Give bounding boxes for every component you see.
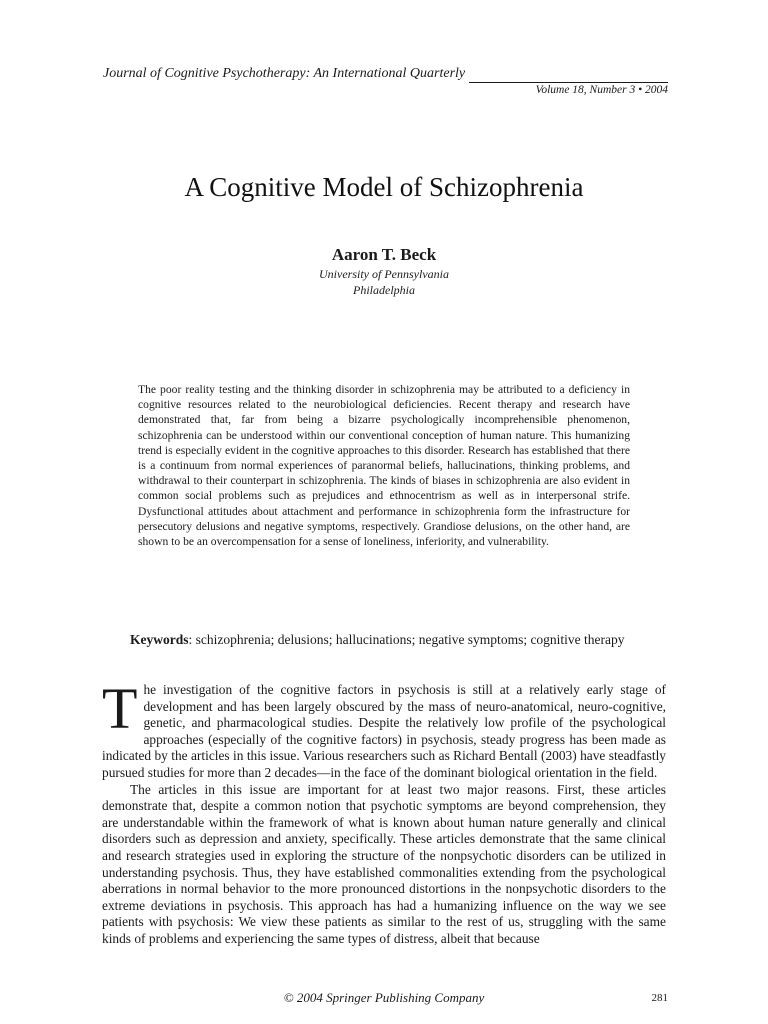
affiliation-city: Philadelphia (353, 283, 415, 297)
drop-cap: T (102, 676, 138, 741)
journal-name: Journal of Cognitive Psychotherapy: An International Quarterly (103, 66, 466, 81)
journal-volume: Volume 18, Number 3 • 2004 (535, 84, 668, 96)
body-paragraph-1 (102, 676, 666, 782)
journal-title-line (103, 65, 668, 83)
abstract: The poor reality testing and the thinking disorder in schizophrenia may be attributed to a deficiency in cognitive resources related to the neurobiological deficiencies. Recent therapy and research have demonstrated that, far from being a bizarre psychologically incomprehensible phenomenon, schizophrenia can be understood within our conventional conception of human nature. This humanizing trend is especially evident in the cognitive approaches to this disorder. Research has established that there is a continuum from normal experiences of paranormal beliefs, hallucinations, thinking problems, and withdrawal to their counterpart in schizophrenia. The kinds of biases in schizophrenia are also evident in common social problems such as prejudices and ethnocentrism as well as in interpersonal strife. Dysfunctional attitudes about attachment and performance in schizophrenia form the infrastructure for persecutory delusions and negative symptoms, respectively. Grandiose delusions, on the other hand, are shown to be an overcompensation for a sense of loneliness, inferiority, and vulnerability. (138, 383, 630, 549)
author-block (0, 244, 768, 298)
keywords (130, 631, 638, 648)
keywords-label: Keywords (130, 632, 189, 647)
author-name: Aaron T. Beck (331, 245, 437, 264)
header-rule (469, 68, 668, 83)
body-paragraph-2: The articles in this issue are important for at least two major reasons. First, these articles demonstrate that, despite a common notion that psychotic symptoms are beyond comprehension, they are understandable within the framework of what is known about human nature generally and clinical disorders such as depression and anxiety, specifically. These articles demonstrate that the same clinical and research strategies used in exploring the structure of the nonpsychotic disorders can be utilized in understanding psychosis. Thus, they have established commonalities extending from the psychological aberrations in normal behavior to the more pronounced distortions in the nonpsychotic disorders to the extreme deviations in psychosis. This approach has had a humanizing influence on the way we see patients with psychosis: We view these patients as similar to the rest of us, struggling with the same kinds of problems and experiencing the same types of distress, albeit that because (102, 781, 666, 946)
article-title: A Cognitive Model of Schizophrenia (184, 172, 584, 202)
body-paragraph-1-text: he investigation of the cognitive factors in psychosis is still at a relatively early stage of development and has been largely obscured by the mass of neuro-anatomical, neuro-cognitive, genetic, and pharmacological studies. Despite the relatively low profile of the psychological approaches (especially of the cognitive factors) in psychosis, steady progress has been made as indicated by the articles in this issue. Various researchers such as Richard Bentall (2003) have steadfastly pursued studies for more than 2 decades—in the face of the dominant biological orientation in the field. (102, 682, 666, 780)
journal-header (103, 65, 668, 97)
keywords-text: : schizophrenia; delusions; hallucinations; negative symptoms; cognitive therapy (188, 632, 625, 647)
affiliation-university: University of Pennsylvania (319, 267, 449, 281)
footer-copyright: © 2004 Springer Publishing Company (283, 990, 485, 1005)
body-text (102, 676, 666, 948)
page-number: 281 (651, 992, 668, 1004)
